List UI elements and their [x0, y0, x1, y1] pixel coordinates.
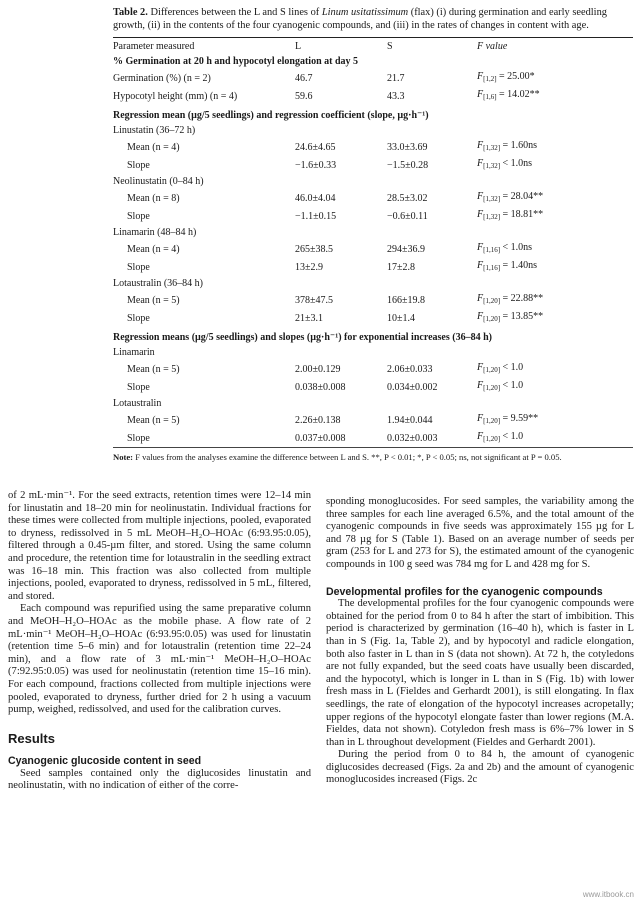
caption-species: Linum usitatissimum	[321, 7, 409, 18]
table-section-heading	[113, 108, 633, 123]
table-bottom-rule	[113, 447, 633, 448]
cell-L: 59.6	[295, 90, 313, 102]
cell-F: $F_{[1,20]} = 22.88**$	[477, 293, 544, 305]
section-title: % Germination at 20 h and hypocotyl elongation at day 5	[113, 56, 359, 67]
paragraph: Each compound was repurified using the same preparative column and MeOH–H₂O–HOAc as the mobile phase. A flow rate of 2 mL·min⁻¹ MeOH–H₂O–HOAc (6:93.95:0.05) was used for linustatin (retention time 5–6 min) and for lotaustralin (retention time 22–24 min), and a flow rate of 3 mL·min⁻¹ MeOH–H₂O–HOAc (7:92.95:0.05) was used for neolinustatin (retention time 15–16 min). For each compound, fractions collected from multiple injections were pooled, evaporated to dryness, further dried for 2 h using a vacuum pump, weighed, redissolved, and used for the calibration curves.	[8, 603, 311, 716]
cell-L: 24.6±4.65	[295, 141, 336, 153]
left-column	[8, 490, 311, 793]
col-header-F	[477, 38, 633, 54]
cell-L: 378±47.5	[295, 294, 333, 306]
table-group-row	[113, 396, 633, 411]
section-heading-results: Results	[8, 730, 55, 746]
table-row	[113, 411, 633, 429]
cell-F: $F_{[1,20]} < 1.0$	[477, 431, 524, 443]
data-table	[113, 38, 633, 447]
cell-L: 46.0±4.04	[295, 192, 336, 204]
cell-L: 13±2.9	[295, 261, 323, 273]
table-group-row	[113, 345, 633, 360]
row-label: Hypocotyl height (mm) (n = 4)	[113, 90, 238, 102]
section-title: Regression means (µg/5 seedlings) and slopes (µg·h⁻¹) for exponential increases (36–84 h)	[113, 332, 492, 343]
cell-S: 28.5±3.02	[387, 192, 428, 204]
row-label: Slope	[127, 381, 150, 393]
cell-F: $F_{[1,16]} < 1.0ns$	[477, 242, 533, 254]
cell-F: $F_{[1,32]} = 28.04**$	[477, 191, 544, 203]
cell-S: 17±2.8	[387, 261, 415, 273]
group-label: Linustatin (36–72 h)	[113, 125, 196, 136]
table-row	[113, 69, 633, 87]
paragraph: of 2 mL·min⁻¹. For the seed extracts, retention times were 12–14 min for linustatin and 18–20 min for neolinustatin. Individual fractions for these times were collected from multiple injections, pooled, evaporated to dryness, redissolved in 5 mL MeOH–H₂O–HOAc (6:93.95:0.05), filtered through a 0.45-µm filter, and stored. Using the same column and procedure, the retention time for lotaustralin in the seedling extract was 16–18 min. This fraction was also collected from multiple injections, pooled, evaporated to dryness, redissolved in 5 mL, filtered, and stored.	[8, 490, 311, 602]
cell-L: 46.7	[295, 72, 313, 84]
col-header-parameter: Parameter measured	[113, 40, 195, 52]
col-header-L: L	[295, 40, 302, 52]
group-label: Neolinustatin (0–84 h)	[113, 176, 204, 187]
watermark: www.itbook.cn	[582, 890, 634, 899]
cell-L: 265±38.5	[295, 243, 333, 255]
cell-S: −1.5±0.28	[387, 159, 429, 171]
cell-S: 294±36.9	[387, 243, 425, 255]
group-label: Lotaustralin (36–84 h)	[113, 278, 203, 289]
cell-L: −1.1±0.15	[295, 210, 337, 222]
cell-S: 2.06±0.033	[387, 363, 433, 375]
table-row	[113, 156, 633, 174]
right-column	[326, 496, 634, 787]
table-row	[113, 258, 633, 276]
table-group-row	[113, 174, 633, 189]
note-text: F values from the analyses examine the difference between L and S. **, P < 0.01; *, P < 0.05; ns, not significant at P = 0.05.	[133, 452, 562, 462]
cell-S: 43.3	[387, 90, 405, 102]
table-group-row	[113, 225, 633, 240]
row-label: Mean (n = 8)	[127, 192, 180, 204]
table-section-heading	[113, 54, 633, 69]
table-row	[113, 240, 633, 258]
table-row	[113, 378, 633, 396]
row-label: Mean (n = 4)	[127, 141, 180, 153]
row-label: Mean (n = 5)	[127, 414, 180, 426]
cell-S: 0.034±0.002	[387, 381, 438, 393]
cell-F: $F_{[1,20]} < 1.0$	[477, 362, 524, 374]
cell-F: $F_{[1,32]} = 1.60ns$	[477, 140, 538, 152]
row-label: Mean (n = 5)	[127, 294, 180, 306]
cell-S: 166±19.8	[387, 294, 425, 306]
subsection-heading-developmental: Developmental profiles for the cyanogenic compounds	[326, 585, 603, 598]
cell-S: 1.94±0.044	[387, 414, 433, 426]
table-row	[113, 207, 633, 225]
row-label: Slope	[127, 159, 150, 171]
cell-S: 10±1.4	[387, 312, 415, 324]
cell-S: 21.7	[387, 72, 405, 84]
caption-text-1: Differences between the L and S lines of	[147, 7, 322, 18]
cell-F: $F_{[1,20]} = 13.85**$	[477, 311, 544, 323]
row-label: Mean (n = 5)	[127, 363, 180, 375]
table-row	[113, 87, 633, 105]
paragraph: The developmental profiles for the four cyanogenic compounds were obtained for the period from 0 to 84 h after the start of imbibition. This period is characterized by germination (16–40 h), which is faster in L than in S (Fig. 1a, Table 2), and by hypocotyl and radicle elongation, both also faster in L than in S (data not shown). At 72 h, the cotyledons are not fully expanded, but the seed coats have usually been discarded, and the hypocotyl, which is longer in L than in S (Fig. 1b) with lower fresh mass in L (Fieldes and Gerhardt 2001), is still elongating. In flax seedlings, the rate of elongation of the hypocotyl increases acropetally; upper regions of the hypocotyl elongate faster than lower regions (M.A. Fieldes, data not shown). Cotyledon fresh mass is 6%–7% lower in S than in L throughout development (Fieldes and Gerhardt 2001).	[326, 598, 634, 748]
row-label: Slope	[127, 210, 150, 222]
col-header-S: S	[387, 40, 393, 52]
section-title: Regression mean (µg/5 seedlings) and regression coefficient (slope, µg·h⁻¹)	[113, 110, 429, 121]
cell-L: −1.6±0.33	[295, 159, 337, 171]
table-group-row	[113, 123, 633, 138]
table-body	[113, 54, 633, 447]
cell-F: $F_{[1,32]} < 1.0ns$	[477, 158, 533, 170]
table-note	[113, 452, 633, 463]
row-label: Germination (%) (n = 2)	[113, 72, 211, 84]
table-caption	[113, 6, 633, 32]
col-header-F-text: F value	[477, 40, 508, 52]
table-header-row	[113, 38, 633, 54]
cell-L: 0.037±0.008	[295, 432, 346, 444]
note-label: Note:	[113, 452, 134, 462]
row-label: Slope	[127, 312, 150, 324]
table-group-row	[113, 276, 633, 291]
cell-S: 33.0±3.69	[387, 141, 428, 153]
row-label: Slope	[127, 261, 150, 273]
paragraph: sponding monoglucosides. For seed samples, the variability among the three samples for each line averaged 6.5%, and the total amount of the cyanogenic compounds in five seeds was approximately 155 µg for L and 78 µg for S (Table 1). Based on an average number of seeds per gram (253 for L and 273 for S), the estimated amount of the cyanogenic compounds in 100 g seed was 784 mg for L and 428 mg for S.	[326, 496, 634, 570]
table-label: Table 2.	[113, 7, 148, 18]
cell-F: $F_{[1,16]} = 1.40ns$	[477, 260, 538, 272]
table-row	[113, 429, 633, 447]
row-label: Slope	[127, 432, 150, 444]
cell-L: 0.038±0.008	[295, 381, 346, 393]
table-row	[113, 291, 633, 309]
row-label: Mean (n = 4)	[127, 243, 180, 255]
table-row	[113, 360, 633, 378]
cell-L: 2.00±0.129	[295, 363, 341, 375]
table-row	[113, 138, 633, 156]
cell-F: $F_{[1,32]} = 18.81**$	[477, 209, 544, 221]
cell-S: −0.6±0.11	[387, 210, 428, 222]
cell-F: $F_{[1,6]} = 14.02**$	[477, 89, 540, 101]
cell-S: 0.032±0.003	[387, 432, 438, 444]
table-2	[113, 6, 633, 463]
subsection-heading-seed: Cyanogenic glucoside content in seed	[8, 755, 202, 768]
cell-L: 21±3.1	[295, 312, 323, 324]
group-label: Linamarin (48–84 h)	[113, 227, 197, 238]
group-label: Lotaustralin	[113, 398, 162, 409]
table-section-heading	[113, 330, 633, 345]
cell-F: $F_{[1,20]} = 9.59**$	[477, 413, 539, 425]
paragraph: During the period from 0 to 84 h, the amount of cyanogenic diglucosides decreased (Figs. 2a and 2b) and the amount of cyanogenic monoglucosides increased (Figs. 2c	[326, 749, 634, 786]
caption-text-2: (flax) (i) during germination and early seedling growth, (ii) in the contents of the four cyanogenic compounds, and (iii) in the rates of changes in content with age.	[113, 7, 607, 31]
group-label: Linamarin	[113, 347, 155, 358]
cell-F: $F_{[1,2]} = 25.00*$	[477, 71, 535, 83]
table-row	[113, 189, 633, 207]
cell-F: $F_{[1,20]} < 1.0$	[477, 380, 524, 392]
cell-L: 2.26±0.138	[295, 414, 341, 426]
table-row	[113, 309, 633, 327]
paragraph: Seed samples contained only the diglucosides linustatin and neolinustatin, with no indication of either of the corre-	[8, 767, 311, 792]
